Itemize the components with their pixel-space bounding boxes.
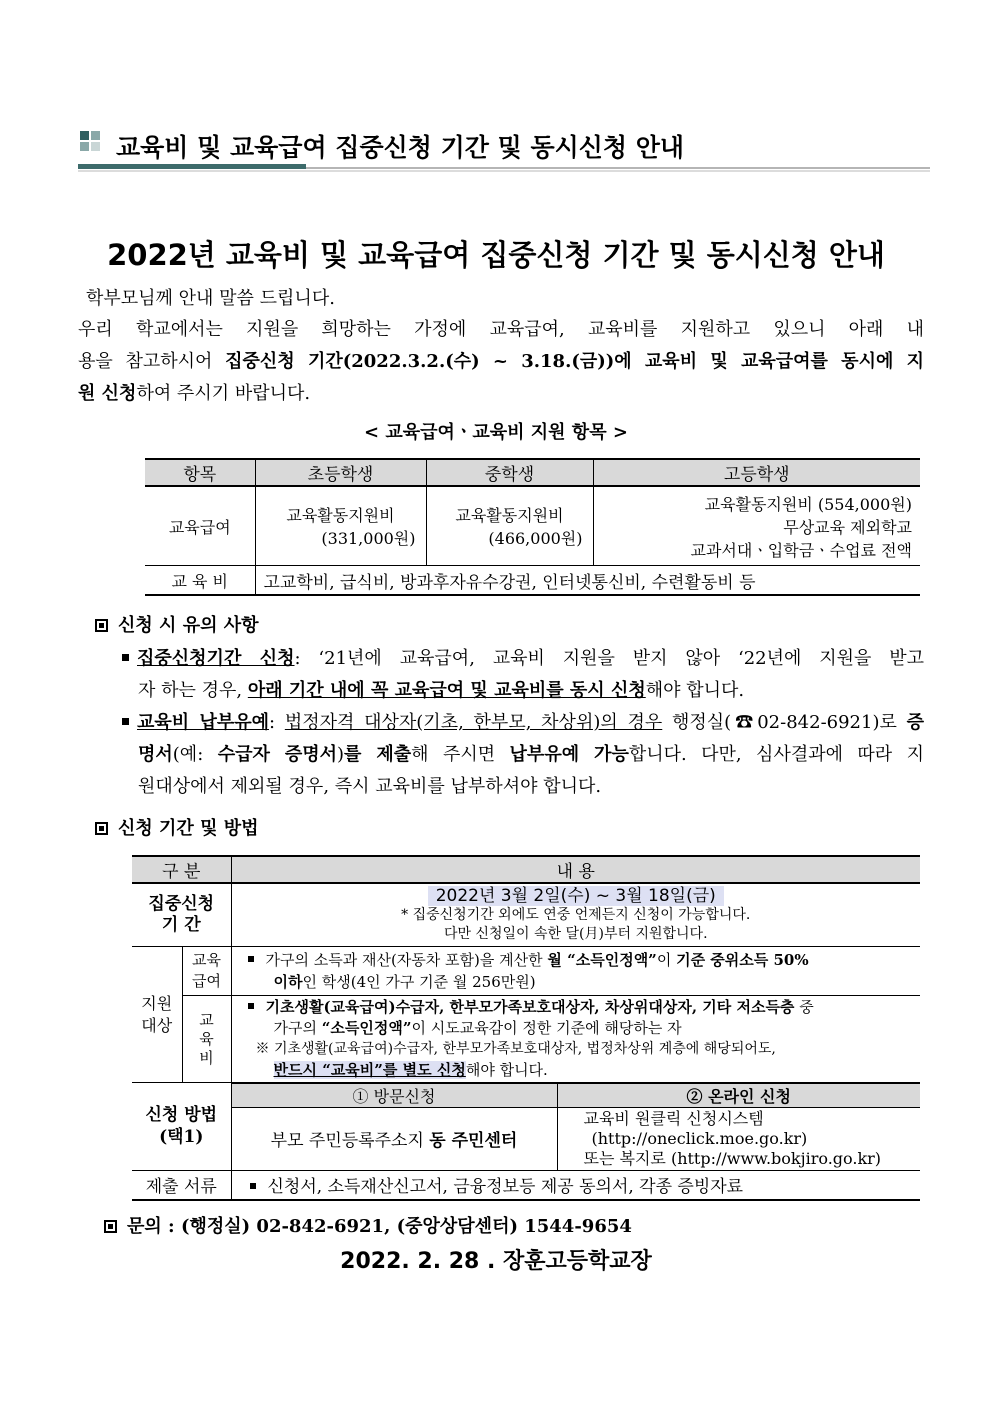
- period-content: 2022년 3월 2일(수) ~ 3월 18일(금) * 집중신청기간 외에도 연중 언제든지 신청이 가능합니다. 다만 신청일이 속한 달(月)부터 지원합니다.: [231, 883, 920, 947]
- bullet-icon: [248, 1003, 254, 1009]
- table-row: [132, 1083, 920, 1108]
- table-row: [132, 947, 920, 996]
- visit-content: 부모 주민등록주소지 동 주민센터: [231, 1107, 557, 1170]
- cell-middle: 교육활동지원비 (466,000원): [426, 486, 593, 566]
- intro-line-2: 용을 참고하시어 집중신청 기간(2022.3.2.(수) ~ 3.18.(금))에 교육비 및 교육급여를 동시에 지: [78, 351, 924, 372]
- target-label: 지원 대상: [132, 947, 182, 1083]
- method-table: [132, 855, 920, 1201]
- caution-item-1: 집중신청기간 신청: ‘21년에 교육급여, 교육비 지원을 받지 않아 ‘22년에 지원을 받고 자 하는 경우, 아래 기간 내에 꼭 교육급여 및 교육비를 동시 신청해야 합니다.: [122, 643, 924, 707]
- col-header-category: 구 분: [132, 856, 231, 883]
- bullet-icon: [122, 654, 129, 661]
- edu-pay-label: 교육 급여: [182, 947, 231, 996]
- col-header-elementary: 초등학생: [255, 459, 426, 486]
- contact-info: 문의 : (행정실) 02-842-6921, (중앙상담센터) 1544-9654: [104, 1212, 632, 1238]
- checkbox-square-icon: [95, 619, 108, 632]
- cell-edu-cost-content: 고교학비, 급식비, 방과후자유수강권, 인터넷통신비, 수련활동비 등: [255, 566, 920, 596]
- support-table: [145, 458, 920, 596]
- header-underline-gray: [306, 167, 930, 169]
- period-label: 집중신청 기 간: [132, 883, 231, 947]
- method-table-header-row: [132, 856, 920, 883]
- signature: 2022. 2. 28 . 장훈고등학교장: [340, 1249, 652, 1274]
- edu-cost-content: 기초생활(교육급여)수급자, 한부모가족보호대상자, 차상위대상자, 기타 저소득층 중 가구의 “소득인정액”이 시도교육감이 정한 기준에 해당하는 자 ※ 기초생활(교육급여)수급자, 한부모가족보호대상자, 법정차상위 계층에 해당되어도, 반드시 “교육비”를 별도 신청해야 합니다.: [231, 996, 920, 1083]
- table-row: [132, 1107, 920, 1170]
- support-table-header-row: [145, 459, 920, 486]
- header-title: 교육비 및 교육급여 집중신청 기간 및 동시신청 안내: [116, 133, 685, 162]
- header-underline-light: [78, 170, 930, 172]
- method-heading: 신청 기간 및 방법: [95, 814, 259, 840]
- support-table-caption: < 교육급여ㆍ교육비 지원 항목 >: [364, 422, 628, 443]
- header-underline: [78, 164, 306, 169]
- cautions-heading: 신청 시 유의 사항: [95, 611, 259, 637]
- bullet-icon: [250, 1183, 256, 1189]
- docs-label: 제출 서류: [132, 1170, 231, 1200]
- table-row: [145, 566, 920, 596]
- edu-pay-content: 가구의 소득과 재산(자동차 포함)을 계산한 월 “소득인정액”이 기준 중위소득 50% 이하인 학생(4인 가구 기준 월 256만원): [231, 947, 920, 996]
- page-title: 2022년 교육비 및 교육급여 집중신청 기간 및 동시신청 안내: [107, 238, 885, 272]
- online-content: 교육비 원클릭 신청시스템 (http://oneclick.moe.go.kr) 또는 복지로 (http://www.bokjiro.go.kr): [557, 1107, 920, 1170]
- header-squares-icon: [80, 131, 102, 153]
- checkbox-square-icon: [95, 822, 108, 835]
- visit-header: ① 방문신청: [231, 1083, 557, 1108]
- table-row: [132, 1170, 920, 1200]
- col-header-item: 항목: [145, 459, 255, 486]
- row-label-edu-pay: 교육급여: [145, 486, 255, 566]
- table-row: [132, 883, 920, 947]
- online-header: ② 온라인 신청: [557, 1083, 920, 1108]
- intro-greeting: 학부모님께 안내 말씀 드립니다.: [86, 288, 335, 309]
- col-header-content: 내 용: [231, 856, 920, 883]
- row-label-edu-cost: 교 육 비: [145, 566, 255, 596]
- intro-line-3: 원 신청하여 주시기 바랍니다.: [78, 383, 311, 404]
- bullet-icon: [248, 956, 254, 962]
- cell-high: 교육활동지원비 (554,000원) 무상교육 제외학교 교과서대ㆍ입학금ㆍ수업료 전액: [593, 486, 920, 566]
- col-header-middle: 중학생: [426, 459, 593, 486]
- edu-cost-label: 교 육 비: [182, 996, 231, 1083]
- intro-line-1: 우리 학교에서는 지원을 희망하는 가정에 교육급여, 교육비를 지원하고 있으니 아래 내: [78, 319, 924, 340]
- checkbox-square-icon: [104, 1220, 117, 1233]
- bullet-icon: [122, 718, 129, 725]
- apply-label: 신청 방법 (택1): [132, 1083, 231, 1171]
- cell-elementary: 교육활동지원비 (331,000원): [255, 486, 426, 566]
- col-header-high: 고등학생: [593, 459, 920, 486]
- caution-item-2: 교육비 납부유예: 법정자격 대상자(기초, 한부모, 차상위)의 경우 행정실(☎02-842-6921)로 증 명서(예: 수급자 증명서)를 제출해 주시면 납부유예 가능합니다. 다만, 심사결과에 따라 지 원대상에서 제외될 경우, 즉시 교육비를 납부하셔야 합니다.: [122, 707, 924, 803]
- docs-content: 신청서, 소득재산신고서, 금융정보등 제공 동의서, 각종 증빙자료: [231, 1170, 920, 1200]
- table-row: [145, 486, 920, 566]
- table-row: [132, 996, 920, 1083]
